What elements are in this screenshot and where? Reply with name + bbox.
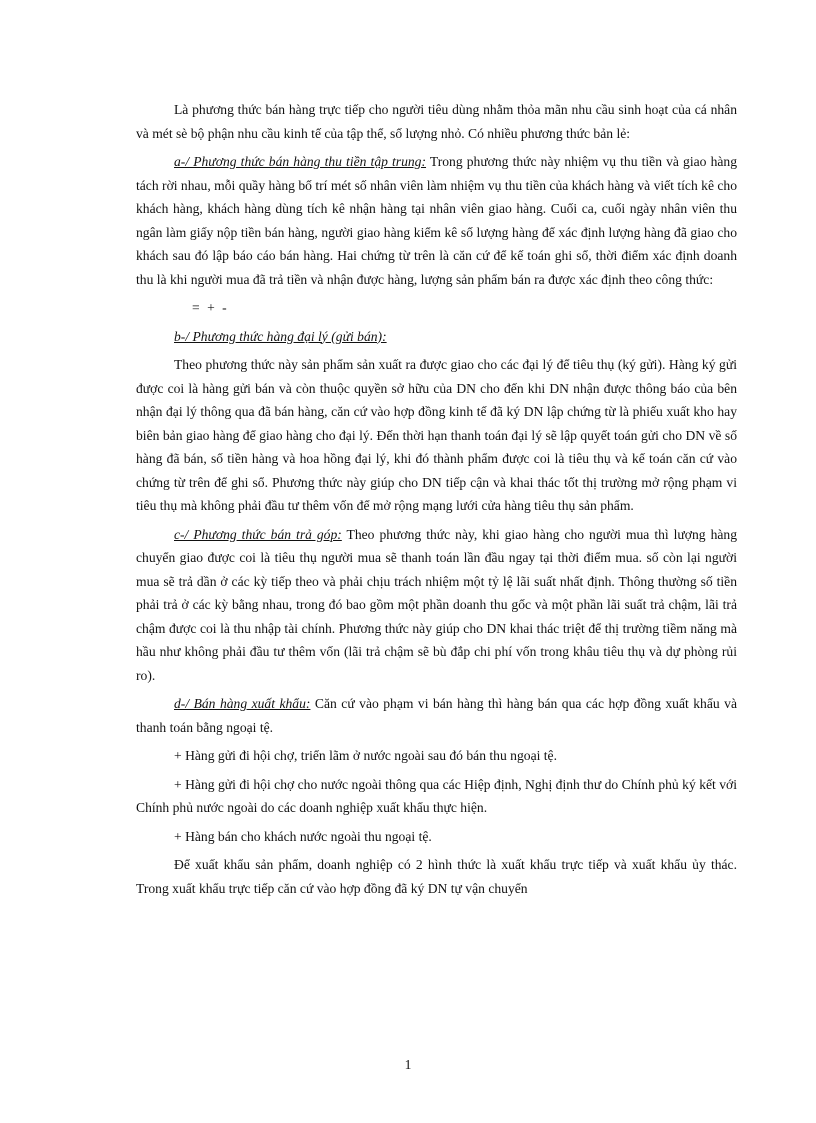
paragraph-text: Theo phương thức này, khi giao hàng cho người mua thì lượng hàng chuyển giao được coi là tiêu thụ người mua sẽ thanh toán lần đầu ngay tại thời điểm mua. số còn lại người mua sẽ trả dần ở các kỳ tiếp theo và phải chịu trách nhiệm một tỷ lệ lãi suất nhất định. Thông thường số tiền phải trả ở các kỳ bằng nhau, trong đó bao gồm một phần doanh thu gốc và một phần lãi suất trả chậm, lãi trả chậm được coi là thu nhập tài chính. Phương thức này giúp cho DN khai thác triệt để thị trường tiềm năng mà hầu như không phải đầu tư thêm vốn (lãi trả chậm sẽ bù đắp chi phí vốn trong khâu tiêu thụ và dự phòng rủi ro). bbox=[136, 526, 737, 683]
intro-paragraph bbox=[136, 98, 737, 145]
section-b-paragraph bbox=[136, 353, 737, 518]
section-c-heading: c-/ Phương thức bán trả góp: bbox=[174, 526, 342, 542]
section-a-paragraph bbox=[136, 150, 737, 291]
section-b-heading-paragraph bbox=[136, 325, 737, 349]
section-b-heading: b-/ Phương thức hàng đại lý (gửi bán): bbox=[174, 328, 387, 344]
paragraph-text: Trong phương thức này nhiệm vụ thu tiền và giao hàng tách rời nhau, mỗi quầy hàng bố trí mét số nhân viên làm nhiệm vụ thu tiền của khách hàng và viết tích kê cho khách hàng, khách hàng dùng tích kê nhận hàng tại nhân viên giao hàng. Cuối ca, cuối ngày nhân viên thu ngân làm giấy nộp tiền bán hàng, người giao hàng kiểm kê số lượng hàng để xác định lượng hàng đã giao cho khách sau đó lập báo cáo bán hàng. Hai chứng từ trên là căn cứ để kế toán ghi sổ, thời điểm xác định doanh thu là khi người mua đã trả tiền và nhận được hàng, lượng sản phẩm bán ra được xác định theo công thức: bbox=[136, 154, 737, 287]
document-body bbox=[136, 98, 737, 905]
paragraph-text: Căn cứ vào phạm vi bán hàng thì hàng bán qua các hợp đồng xuất khẩu và thanh toán bằng ngoại tệ. bbox=[136, 696, 737, 735]
section-d-heading: d-/ Bán hàng xuất khẩu: bbox=[174, 696, 311, 711]
section-c-paragraph bbox=[136, 523, 737, 688]
paragraph-text: Là phương thức bán hàng trực tiếp cho người tiêu dùng nhằm thỏa mãn nhu cầu sinh hoạt của cá nhân và mét sè bộ phận nhu cầu kinh tế của tập thể, số lượng nhỏ. Có nhiều phương thức bản lẻ: bbox=[136, 102, 737, 141]
section-d-paragraph bbox=[136, 692, 737, 739]
paragraph-text: + Hàng bán cho khách nước ngoài thu ngoại tệ. bbox=[174, 828, 432, 844]
paragraph-text: + Hàng gửi đi hội chợ, triển lãm ở nước ngoài sau đó bán thu ngoại tệ. bbox=[174, 748, 557, 763]
closing-paragraph bbox=[136, 853, 737, 900]
list-item bbox=[136, 744, 737, 768]
section-a-heading: a-/ Phương thức bán hàng thu tiền tập trung: bbox=[174, 154, 427, 169]
formula: = + - bbox=[192, 300, 229, 315]
list-item bbox=[136, 773, 737, 820]
paragraph-text: Theo phương thức này sản phẩm sản xuất ra được giao cho các đại lý để tiêu thụ (ký gửi). Hàng ký gửi được coi là hàng gửi bán và còn thuộc quyền sở hữu của DN cho đến khi DN nhận được thông báo của bên nhận đại lý thông qua đã bán hàng, căn cứ vào hợp đồng kinh tế đã ký DN lập chứng từ là phiếu xuất kho hay biên bản giao hàng để giao hàng cho đại lý. Đến thời hạn thanh toán đại lý sẽ lập quyết toán gửi cho DN về số hàng đã bán, số tiền hàng và hoa hồng đại lý, khi đó thành phẩm được coi là tiêu thụ và kế toán căn cứ vào chứng từ trên để ghi sổ. Phương thức này giúp cho DN tiếp cận và khai thác tốt thị trường mở rộng phạm vi tiêu thụ mà không phải đầu tư thêm vốn để mở rộng mạng lưới cửa hàng tiêu thụ sản phẩm. bbox=[136, 357, 737, 513]
list-item bbox=[136, 825, 737, 849]
paragraph-text: Để xuất khẩu sản phẩm, doanh nghiệp có 2 hình thức là xuất khẩu trực tiếp và xuất khẩu ủy thác. Trong xuất khẩu trực tiếp căn cứ vào hợp đồng đã ký DN tự vận chuyển bbox=[136, 857, 737, 896]
paragraph-text: + Hàng gửi đi hội chợ cho nước ngoài thông qua các Hiệp định, Nghị định thư do Chính phủ ký kết với Chính phủ nước ngoài do các doanh nghiệp xuất khẩu thực hiện. bbox=[136, 776, 737, 815]
page-number: 1 bbox=[404, 1057, 412, 1072]
